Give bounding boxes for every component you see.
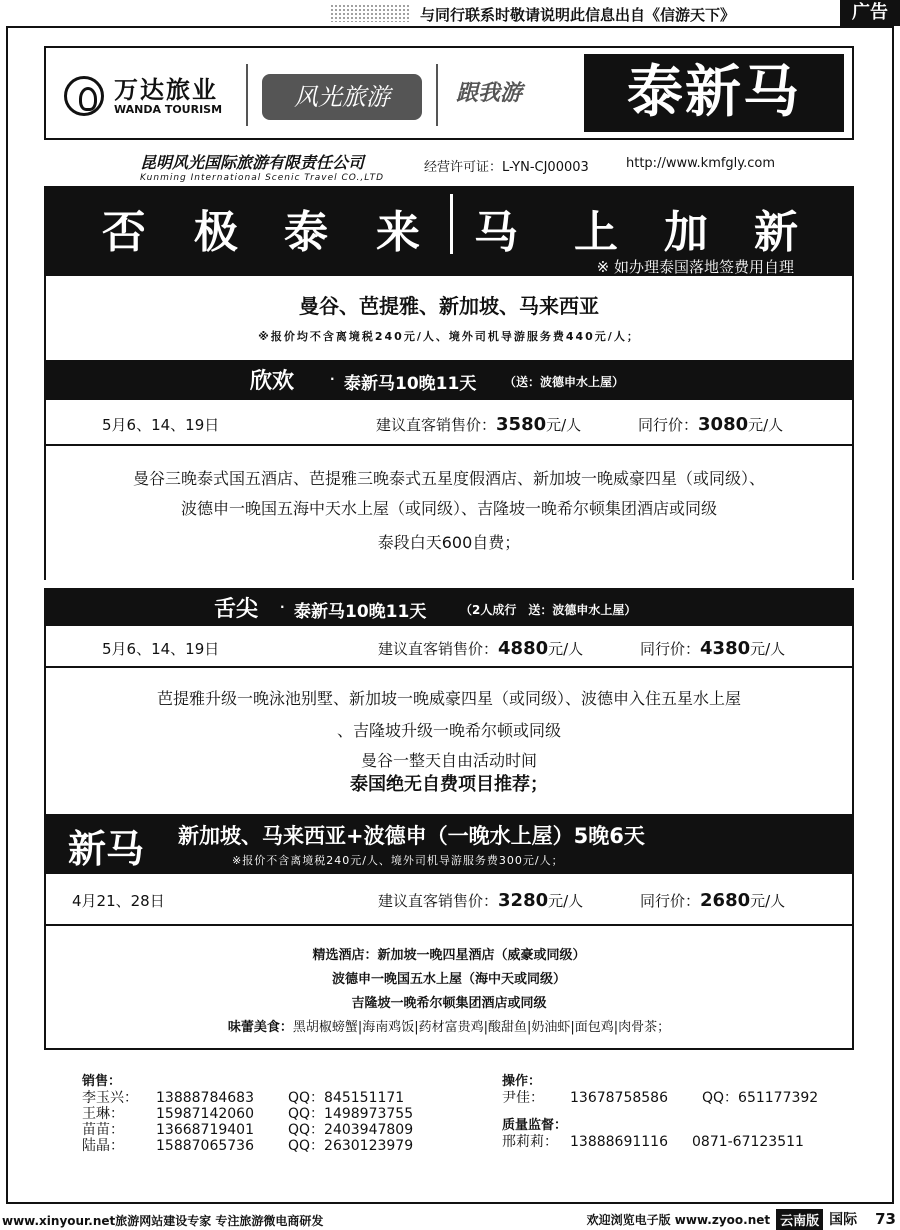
footer-slogan: www.xinyour.net旅游网站建设专家 专注旅游微电商研发: [2, 1214, 324, 1228]
detail-line: 吉隆坡一晚希尔顿集团酒店或同级: [351, 996, 547, 1011]
detail-line: 、吉隆坡升级一晚希尔顿或同级: [336, 721, 561, 740]
contact-qq: QQ：2403947809: [288, 1122, 414, 1138]
contact-qq: QQ：845151171: [288, 1090, 405, 1106]
ops-heading: 操作：: [502, 1074, 542, 1089]
price-row: [44, 398, 854, 446]
hero-band: [44, 186, 854, 276]
contact-qq: QQ：2630123979: [288, 1138, 414, 1154]
price-unit: 元/人: [748, 416, 784, 434]
company-name-en: Kunming International Scenic Travel CO.,LTD: [140, 173, 385, 183]
price-unit: 元/人: [548, 892, 584, 910]
contact-qq: QQ：651177392: [702, 1090, 819, 1106]
detail-line: 波德申一晚国五水上屋（海中天或同级）: [331, 972, 566, 987]
destinations-title: 曼谷、芭提雅、新加坡、马来西亚: [299, 294, 599, 318]
food-list: 黑胡椒螃蟹|海南鸡饭|药材富贵鸡|酸甜鱼|奶油虾|面包鸡|肉骨茶；: [292, 1020, 671, 1035]
hero-word: 马: [474, 207, 518, 258]
price-row: [44, 872, 854, 926]
xinma-name: 新马: [68, 827, 145, 871]
retail-price-value: 4880: [498, 638, 549, 659]
wanda-name-en: WANDA TOURISM: [114, 102, 223, 116]
food-line: [46, 1016, 852, 1035]
price-row: [44, 624, 854, 668]
dot-pattern-decoration: [330, 4, 410, 22]
section-label: 国际: [829, 1212, 858, 1228]
hero-word: 来: [376, 207, 420, 258]
peer-price-label: 同行价：: [640, 892, 701, 910]
sales-contacts: [82, 1074, 413, 1154]
package-dot: ·: [280, 600, 285, 614]
edition-badge: 云南版: [776, 1209, 823, 1230]
contact-row: [82, 1138, 413, 1154]
hero-word: 加: [664, 207, 708, 258]
top-notice-bar: [0, 0, 900, 26]
price-unit: 元/人: [548, 640, 584, 658]
ad-tag: 广告: [840, 0, 900, 26]
detail-line: 精选酒店：新加坡一晚四星酒店（威豪或同级）: [312, 948, 586, 963]
hero-divider: [450, 194, 453, 254]
package-extra: （2人成行 送：波德申水上屋）: [460, 603, 637, 617]
contact-phone: 15987142060: [156, 1106, 254, 1122]
retail-price-label: 建议直客销售价：: [378, 892, 499, 910]
package-header-shejian: [44, 588, 854, 626]
contact-phone: 13678758586: [570, 1090, 668, 1106]
package-header-huanhuan: [44, 360, 854, 398]
ops-contacts: [502, 1074, 818, 1150]
hero-word: 否: [102, 207, 146, 258]
contact-name: 邢莉莉：: [502, 1134, 558, 1150]
detail-line: 曼谷一整天自由活动时间: [360, 751, 537, 770]
contact-phone: 13668719401: [156, 1122, 254, 1138]
contact-row: [82, 1106, 413, 1122]
detail-line: 曼谷三晚泰式国五酒店、芭提雅三晚泰式五星度假酒店、新加坡一晚威豪四星（或同级）、: [132, 469, 765, 488]
xinma-title: 新加坡、马来西亚+波德申（一晚水上屋）5晚6天: [178, 824, 645, 848]
package-name: 欣欢: [250, 369, 295, 394]
package-name: 舌尖: [214, 597, 259, 622]
xinma-details: [44, 926, 854, 1050]
food-label: 味蕾美食：: [227, 1020, 293, 1035]
contact-phone: 15887065736: [156, 1138, 254, 1154]
contact-phone: 13888691116: [570, 1134, 668, 1150]
package-extra: （送：波德申水上屋）: [504, 375, 625, 389]
peer-price-label: 同行价：: [640, 640, 701, 658]
package-details: [44, 668, 854, 814]
price-unit: 元/人: [546, 416, 582, 434]
departure-dates: 4月21、28日: [72, 892, 165, 910]
no-extra-fee-highlight: 泰国绝无自费项目推荐；: [350, 774, 548, 795]
price-unit: 元/人: [750, 892, 786, 910]
company-name: [140, 150, 384, 183]
peer-price-value: 4380: [700, 638, 751, 659]
logo-divider: [246, 64, 248, 126]
retail-price-value: 3580: [496, 414, 547, 435]
contact-name: 李玉兴：: [82, 1090, 138, 1106]
departure-dates: 5月6、14、19日: [102, 416, 220, 434]
contact-name: 王琳：: [82, 1106, 124, 1122]
xinma-header: [44, 814, 854, 872]
package-route: 泰新马10晚11天: [344, 374, 477, 394]
peer-price-value: 3080: [698, 414, 749, 435]
page-footer: [0, 1208, 900, 1230]
package-details: [44, 446, 854, 580]
business-license: 经营许可证：L-YN-CJ00003: [424, 160, 589, 175]
contact-qq: QQ：1498973755: [288, 1106, 414, 1122]
detail-line: 泰段白天600自费；: [377, 533, 521, 552]
hero-word: 上: [574, 207, 618, 258]
logo-box: [44, 46, 854, 140]
source-notice: 与同行联系时敬请说明此信息出自《信游天下》: [420, 6, 736, 24]
hero-word: 极: [194, 207, 238, 258]
page-number: 73: [875, 1210, 896, 1228]
xinma-tax-note: ※报价不含离境税240元/人、境外司机导游服务费300元/人；: [232, 854, 564, 867]
contact-name: 苗苗：: [82, 1122, 124, 1138]
product-tag: 泰新马: [584, 54, 844, 132]
detail-line: 波德申一晚国五海中天水上屋（或同级）、吉隆坡一晚希尔顿集团酒店或同级: [180, 499, 717, 518]
retail-price-label: 建议直客销售价：: [378, 640, 499, 658]
destinations-panel: [44, 276, 854, 360]
contact-row: [82, 1090, 413, 1106]
detail-line: 芭提雅升级一晚泳池别墅、新加坡一晚威豪四星（或同级）、波德申入住五星水上屋: [156, 689, 741, 708]
contact-tel: 0871-67123511: [692, 1134, 804, 1150]
departure-dates: 5月6、14、19日: [102, 640, 220, 658]
fengguang-logo: 风光旅游: [262, 74, 422, 120]
fun-travel-logo: 跟我游: [456, 81, 523, 106]
retail-price-label: 建议直客销售价：: [376, 416, 497, 434]
peer-price-value: 2680: [700, 890, 751, 911]
contact-name: 尹佳：: [502, 1090, 544, 1106]
package-route: 泰新马10晚11天: [294, 602, 427, 622]
contact-phone: 13888784683: [156, 1090, 254, 1106]
tax-note: ※报价均不含离境税240元/人、境外司机导游服务费440元/人；: [258, 330, 640, 343]
package-dot: ·: [330, 372, 335, 386]
retail-price-value: 3280: [498, 890, 549, 911]
wanda-logo: [64, 76, 222, 116]
price-unit: 元/人: [750, 640, 786, 658]
peer-price-label: 同行价：: [638, 416, 699, 434]
company-name-cn: 昆明风光国际旅游有限责任公司: [140, 153, 365, 172]
logo-divider: [436, 64, 438, 126]
qc-heading: 质量监督：: [502, 1118, 568, 1133]
contact-row: [502, 1134, 818, 1150]
contact-row: [82, 1122, 413, 1138]
contact-row: [502, 1090, 818, 1106]
hero-word: 新: [754, 207, 798, 258]
wanda-name-cn: 万达旅业: [114, 75, 218, 104]
hero-word: 泰: [284, 207, 328, 258]
sales-heading: 销售：: [82, 1074, 122, 1089]
company-website: http://www.kmfgly.com: [626, 156, 776, 171]
wanda-emblem-icon: [64, 76, 104, 116]
contact-name: 陆晶：: [82, 1138, 124, 1154]
visa-note: ※ 如办理泰国落地签费用自理: [596, 258, 794, 276]
footer-welcome: 欢迎浏览电子版 www.zyoo.net: [586, 1212, 771, 1227]
